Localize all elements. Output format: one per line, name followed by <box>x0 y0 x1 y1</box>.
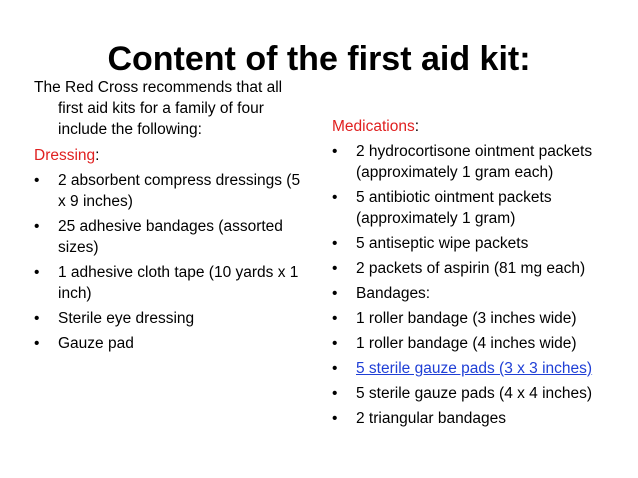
medications-heading <box>332 116 632 137</box>
list-item-text: 1 roller bandage (4 inches wide) <box>356 335 577 352</box>
slide-title: Content of the first aid kit: <box>107 40 531 78</box>
dressing-list <box>34 170 304 354</box>
list-item-text: 5 antibiotic ointment packets (approximately 1 gram) <box>356 189 552 227</box>
bullet-icon: • <box>34 218 40 235</box>
list-item-text: 2 hydrocortisone ointment packets (approximately 1 gram each) <box>356 143 593 181</box>
list-item <box>332 233 632 254</box>
list-item-text: 5 sterile gauze pads (4 x 4 inches) <box>356 385 593 402</box>
list-item <box>34 170 304 212</box>
list-item-text: 25 adhesive bandages (assorted sizes) <box>58 218 283 256</box>
bullet-icon: • <box>332 385 338 402</box>
left-column <box>34 77 304 358</box>
bullet-icon: • <box>34 172 40 189</box>
bullet-icon: • <box>332 360 338 377</box>
list-item <box>332 258 632 279</box>
list-item <box>332 283 632 304</box>
bullet-icon: • <box>332 335 338 352</box>
intro-text: The Red Cross recommends that all first aid kits for a family of four include the following: <box>34 79 283 138</box>
list-item-text: Sterile eye dressing <box>58 310 195 327</box>
list-item-text: 2 triangular bandages <box>356 410 506 427</box>
bullet-icon: • <box>34 264 40 281</box>
dressing-heading-label: Dressing <box>34 147 96 164</box>
list-item-text: 2 absorbent compress dressings (5 x 9 inches) <box>58 172 301 210</box>
right-column <box>332 116 632 433</box>
list-item-text: 1 adhesive cloth tape (10 yards x 1 inch) <box>58 264 299 302</box>
medications-heading-label: Medications <box>332 118 415 135</box>
list-item-text: Bandages: <box>356 285 431 302</box>
bullet-icon: • <box>332 235 338 252</box>
list-item <box>34 262 304 304</box>
bullet-icon: • <box>332 410 338 427</box>
bullet-icon: • <box>34 310 40 327</box>
list-item <box>332 408 632 429</box>
list-item-text: 1 roller bandage (3 inches wide) <box>356 310 577 327</box>
bullet-icon: • <box>332 285 338 302</box>
list-item <box>332 308 632 329</box>
bullet-icon: • <box>332 189 338 206</box>
list-item-text: 2 packets of aspirin (81 mg each) <box>356 260 586 277</box>
dressing-heading-colon: : <box>95 147 100 164</box>
list-item-text: 5 antiseptic wipe packets <box>356 235 529 252</box>
bullet-icon: • <box>332 310 338 327</box>
list-item <box>332 187 632 229</box>
list-item <box>34 308 304 329</box>
bullet-icon: • <box>34 335 40 352</box>
list-item-text: Gauze pad <box>58 335 134 352</box>
list-item <box>332 358 632 379</box>
bullet-icon: • <box>332 260 338 277</box>
list-item <box>34 333 304 354</box>
gauze-pads-link[interactable]: 5 sterile gauze pads (3 x 3 inches) <box>356 360 593 377</box>
dressing-heading <box>34 145 304 166</box>
list-item <box>332 383 632 404</box>
list-item <box>34 216 304 258</box>
list-item <box>332 333 632 354</box>
bullet-icon: • <box>332 143 338 160</box>
list-item <box>332 141 632 183</box>
medications-list <box>332 141 632 429</box>
medications-heading-colon: : <box>414 118 420 135</box>
